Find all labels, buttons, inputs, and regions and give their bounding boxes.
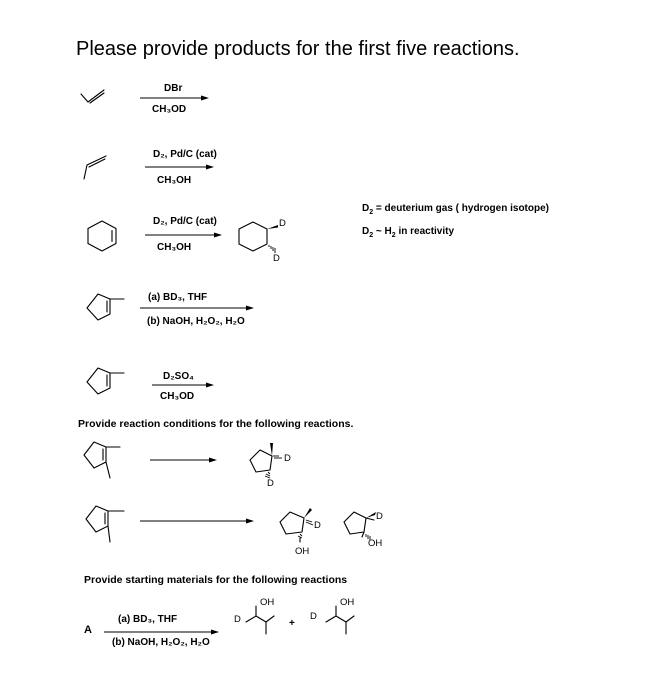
methylcyclopentene-structure bbox=[84, 364, 134, 400]
product-hydroxyl-label: OH bbox=[340, 597, 355, 608]
reaction5-solvent: CH₃OD bbox=[160, 391, 195, 402]
product-deuterium-label: D bbox=[273, 253, 280, 262]
product-deuterium-label: D bbox=[234, 614, 241, 625]
product-deuterium-label: D bbox=[279, 218, 286, 229]
reaction2-reagent: D₂, Pd/C (cat) bbox=[153, 149, 217, 160]
product-deuterium-label: D bbox=[284, 453, 291, 464]
reaction5-arrow bbox=[152, 380, 217, 390]
note-deuterium: $D_2$ = deuterium gas ( hydrogen isotope) bbox=[362, 203, 549, 216]
methylcyclopentene-structure bbox=[84, 290, 134, 326]
section2-heading: Provide reaction conditions for the following reactions. bbox=[78, 418, 354, 430]
propene-structure bbox=[78, 86, 108, 106]
product-hydroxyl-label: OH bbox=[295, 546, 310, 557]
section3-reagent-b: (b) NaOH, H₂O₂, H₂O bbox=[112, 637, 210, 648]
product-hydroxyl-label: OH bbox=[368, 538, 383, 549]
section3-reagent-a: (a) BD₃, THF bbox=[118, 614, 178, 625]
product-deuterium-label: D bbox=[267, 478, 274, 488]
start-material-label: A bbox=[84, 624, 92, 636]
plus-sign: + bbox=[289, 618, 295, 629]
alkene-structure bbox=[80, 152, 110, 182]
section2-product3 bbox=[340, 506, 400, 552]
product-deuterium-label: D bbox=[314, 520, 321, 531]
section3-product1 bbox=[232, 594, 282, 644]
reaction3-arrow bbox=[145, 230, 225, 240]
reaction1-arrow bbox=[140, 93, 210, 103]
section2-start2 bbox=[84, 500, 134, 546]
reaction2-solvent: CH₃OH bbox=[157, 175, 192, 186]
product-deuterium-label: D bbox=[376, 511, 383, 522]
reaction3-product bbox=[233, 214, 293, 262]
reaction2-arrow bbox=[145, 162, 215, 172]
reaction1-solvent: CH₃OD bbox=[152, 104, 187, 115]
reaction4-arrow bbox=[140, 303, 260, 313]
note-reactivity: $D_2$ ~ $H_2$ in reactivity bbox=[362, 226, 455, 239]
section2-arrow1 bbox=[150, 455, 220, 465]
page-title: Please provide products for the first five reactions. bbox=[76, 38, 520, 60]
reaction5-reagent: D₂SO₄ bbox=[163, 371, 194, 382]
reaction3-reagent: D₂, Pd/C (cat) bbox=[153, 216, 217, 227]
section3-arrow bbox=[104, 627, 224, 637]
section2-arrow2 bbox=[140, 516, 260, 526]
reaction4-reagent-a: (a) BD₃, THF bbox=[148, 292, 208, 303]
section2-product1 bbox=[246, 436, 306, 488]
reaction1-reagent: DBr bbox=[164, 83, 183, 94]
section3-heading: Provide starting materials for the following reactions bbox=[84, 574, 348, 586]
reaction4-reagent-b: (b) NaOH, H₂O₂, H₂O bbox=[147, 316, 245, 327]
section2-product2 bbox=[276, 500, 332, 560]
reaction3-solvent: CH₃OH bbox=[157, 242, 192, 253]
section3-product2 bbox=[306, 594, 366, 644]
product-hydroxyl-label: OH bbox=[260, 597, 275, 608]
cyclohexene-structure bbox=[84, 219, 120, 253]
product-deuterium-label: D bbox=[310, 611, 317, 622]
section2-start1 bbox=[82, 436, 132, 482]
